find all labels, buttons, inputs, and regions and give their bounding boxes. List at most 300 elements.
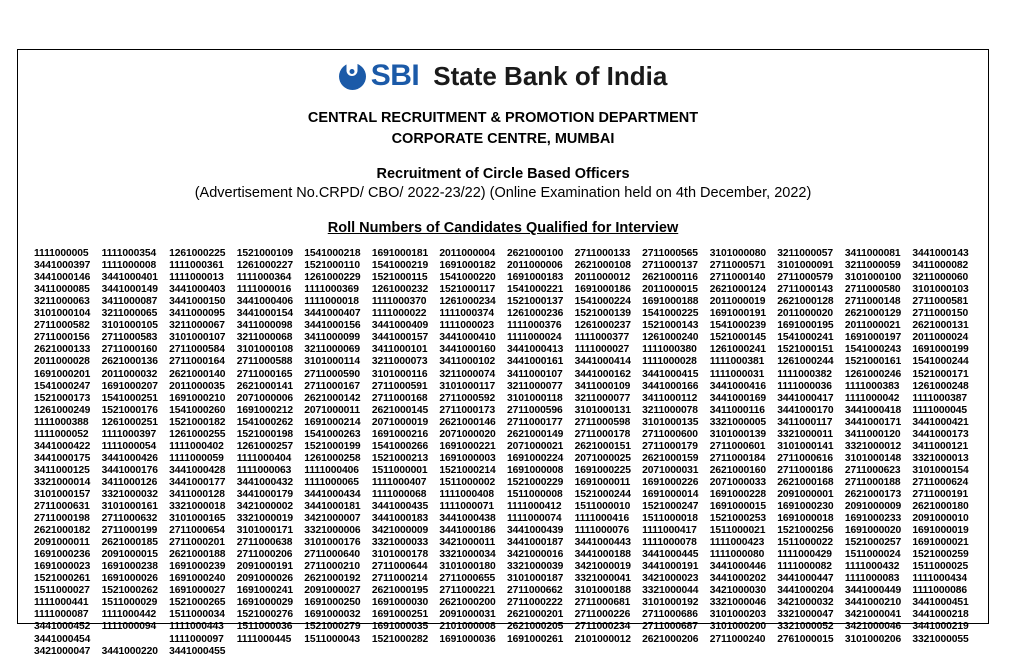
roll-number: 2621000180 — [912, 501, 969, 513]
roll-number: 3211000077 — [506, 380, 563, 392]
roll-number: 3441000218 — [912, 609, 969, 621]
recruitment-title: Recruitment of Circle Based Officers — [376, 166, 630, 183]
roll-number: 1111000027 — [574, 344, 630, 356]
roll-number: 1521000171 — [912, 368, 969, 380]
roll-number: 3411000099 — [304, 332, 360, 344]
roll-number: 2711000640 — [304, 549, 360, 561]
roll-number: 1691000210 — [169, 392, 226, 404]
department-block — [18, 108, 988, 150]
roll-number: 2711000240 — [709, 633, 766, 645]
roll-number: 1111000397 — [101, 428, 157, 440]
roll-number: 1111000086 — [912, 585, 967, 597]
roll-number: 1111000381 — [709, 356, 765, 368]
roll-number: 2621000145 — [371, 404, 429, 416]
roll-number: 1111000432 — [844, 561, 900, 573]
roll-number: 2621000128 — [777, 296, 834, 308]
roll-number: 2011000035 — [169, 380, 225, 392]
roll-number: 1541000220 — [439, 272, 496, 284]
roll-number: 2091000027 — [304, 585, 361, 597]
roll-number: 1691000251 — [371, 609, 429, 621]
roll-number: 2071000011 — [304, 404, 360, 416]
roll-number: 3101000116 — [371, 368, 428, 380]
roll-number: 3441000416 — [709, 380, 766, 392]
roll-number: 2711000686 — [642, 609, 698, 621]
roll-number: 1511000036 — [236, 621, 293, 633]
roll-number: 3321000006 — [304, 525, 361, 537]
roll-number: 3441000410 — [439, 332, 496, 344]
roll-number: 1521000229 — [506, 476, 564, 488]
roll-number: 1691000029 — [236, 597, 293, 609]
roll-number: 3321000014 — [34, 476, 91, 488]
roll-number: 1111000429 — [777, 549, 832, 561]
roll-number: 2621000205 — [506, 621, 564, 633]
roll-number: 1111000022 — [371, 308, 427, 320]
roll-number: 3411000081 — [844, 248, 901, 260]
roll-number: 1541000221 — [506, 284, 564, 296]
roll-number: 2711000156 — [34, 332, 90, 344]
roll-number: 3421000041 — [844, 609, 902, 621]
roll-number: 3441000439 — [506, 525, 564, 537]
roll-number: 1691000228 — [709, 488, 766, 500]
roll-number: 2711000592 — [439, 392, 496, 404]
roll-number: 3441000220 — [101, 645, 158, 657]
roll-number: 1691000240 — [169, 573, 226, 585]
roll-number: 3441000191 — [642, 561, 699, 573]
roll-number: 3321000039 — [506, 561, 564, 573]
roll-number: 1111000388 — [34, 416, 89, 428]
roll-number: 3101000148 — [844, 452, 902, 464]
roll-number: 1261000251 — [101, 416, 158, 428]
roll-number: 3421000047 — [34, 645, 91, 657]
roll-number: 1691000250 — [304, 597, 361, 609]
roll-number: 2621000206 — [642, 633, 699, 645]
roll-number: 2711000623 — [844, 464, 901, 476]
roll-number: 3441000160 — [439, 344, 496, 356]
roll-number: 2761000015 — [777, 633, 834, 645]
roll-number: 1111000054 — [101, 440, 157, 452]
roll-number: 3441000177 — [169, 476, 226, 488]
roll-number: 2711000681 — [574, 597, 631, 609]
roll-number: 3321000019 — [236, 513, 293, 525]
roll-number: 1261000241 — [709, 344, 766, 356]
roll-number: 1521000259 — [912, 549, 969, 561]
roll-number: 2621000149 — [506, 428, 564, 440]
roll-number: 3411000102 — [439, 356, 496, 368]
roll-number: 1111000434 — [912, 573, 967, 585]
roll-number: 2711000206 — [236, 549, 293, 561]
roll-number: 3441000413 — [506, 344, 564, 356]
roll-number: 2621000200 — [439, 597, 496, 609]
roll-number: 1541000241 — [777, 332, 834, 344]
roll-number: 1521000117 — [439, 284, 496, 296]
roll-number: 1541000262 — [236, 416, 293, 428]
roll-number: 3211000057 — [777, 248, 833, 260]
roll-number: 2621000151 — [574, 440, 631, 452]
roll-number: 1261000237 — [574, 320, 631, 332]
roll-number: 3411000126 — [101, 476, 158, 488]
roll-number: 2711000178 — [574, 428, 631, 440]
roll-number: 2621000141 — [236, 380, 293, 392]
roll-number: 3441000157 — [371, 332, 429, 344]
roll-number: 3441000202 — [709, 573, 766, 585]
roll-number: 1521000213 — [371, 452, 429, 464]
roll-number: 3441000169 — [709, 392, 766, 404]
roll-number: 1541000263 — [304, 428, 361, 440]
roll-number: 1511000002 — [439, 476, 496, 488]
roll-number: 2711000631 — [34, 501, 90, 513]
brand-row — [18, 61, 988, 91]
roll-number: 3421000023 — [642, 573, 699, 585]
roll-number: 3441000143 — [912, 248, 969, 260]
roll-number: 1691000241 — [236, 585, 293, 597]
roll-number: 3441000438 — [439, 513, 496, 525]
roll-number: 1691000261 — [506, 633, 564, 645]
roll-number: 3441000188 — [574, 549, 631, 561]
roll-number: 2711000234 — [574, 621, 631, 633]
roll-number: 2711000583 — [101, 332, 158, 344]
roll-number: 1691000008 — [506, 464, 564, 476]
roll-number: 1261000236 — [506, 308, 564, 320]
roll-number: 1521000253 — [709, 513, 766, 525]
roll-number: 3441000166 — [642, 380, 699, 392]
roll-number: 3101000131 — [574, 404, 631, 416]
roll-number: 3441000173 — [912, 428, 969, 440]
roll-number: 3411000128 — [169, 488, 225, 500]
roll-number: 1691000197 — [844, 332, 902, 344]
roll-number: 1521000110 — [304, 260, 360, 272]
roll-number: 2011000019 — [709, 296, 766, 308]
roll-number: 1541000225 — [642, 308, 699, 320]
roll-number: 2071000019 — [371, 416, 429, 428]
roll-number: 2621000195 — [371, 585, 429, 597]
roll-number: 1511000024 — [844, 549, 901, 561]
roll-number: 1691000014 — [642, 488, 699, 500]
roll-number: 3211000063 — [34, 296, 90, 308]
roll-number: 2621000192 — [304, 573, 361, 585]
roll-number: 3441000455 — [169, 645, 226, 657]
roll-number: 3441000219 — [912, 621, 969, 633]
roll-number: 3441000170 — [777, 404, 834, 416]
roll-number: 2621000140 — [169, 368, 226, 380]
roll-number: 3421000046 — [844, 621, 902, 633]
roll-number: 1111000074 — [506, 513, 562, 525]
roll-number: 1691000226 — [642, 476, 699, 488]
roll-number: 1111000013 — [169, 272, 224, 284]
roll-number: 1511000018 — [642, 513, 698, 525]
roll-number: 1691000214 — [304, 416, 361, 428]
roll-number: 3101000180 — [439, 561, 496, 573]
roll-number: 2711000644 — [371, 561, 428, 573]
roll-number: 3101000171 — [236, 525, 293, 537]
roll-number: 1691000032 — [304, 609, 361, 621]
document-page — [17, 49, 989, 657]
roll-number: 1261000234 — [439, 296, 496, 308]
roll-number: 2711000188 — [844, 476, 901, 488]
roll-number: 2011000021 — [844, 320, 901, 332]
roll-number: 1521000276 — [236, 609, 293, 621]
roll-number: 3101000108 — [236, 344, 293, 356]
roll-number: 3421000002 — [236, 501, 293, 513]
roll-number: 1111000407 — [371, 476, 427, 488]
roll-number: 2711000186 — [777, 464, 833, 476]
roll-number: 3421000009 — [371, 525, 429, 537]
roll-number: 2071000006 — [236, 392, 293, 404]
roll-number: 3441000449 — [844, 585, 902, 597]
roll-number: 2011000012 — [574, 272, 631, 284]
roll-number: 2711000177 — [506, 416, 563, 428]
roll-number: 1261000240 — [642, 332, 699, 344]
roll-number: 3441000171 — [844, 416, 902, 428]
roll-number: 1691000018 — [777, 513, 834, 525]
roll-number: 2091000011 — [34, 537, 90, 549]
roll-number: 3441000146 — [34, 272, 91, 284]
roll-number: 2711000662 — [506, 585, 563, 597]
roll-number: 2071000020 — [439, 428, 496, 440]
roll-number: 2621000124 — [709, 284, 766, 296]
roll-number: 2711000596 — [506, 404, 563, 416]
roll-number: 3441000409 — [371, 320, 429, 332]
roll-number: 1111000376 — [506, 320, 562, 332]
roll-number: 3101000103 — [912, 284, 969, 296]
roll-number: 1111000417 — [642, 525, 697, 537]
roll-number: 2711000600 — [642, 428, 698, 440]
roll-number: 3321000005 — [709, 416, 766, 428]
roll-number: 2101000008 — [439, 621, 496, 633]
roll-number: 2711000191 — [912, 488, 969, 500]
roll-number: 3321000032 — [101, 488, 158, 500]
roll-number: 2711000654 — [169, 525, 225, 537]
sbi-logo-text: SBI — [370, 59, 420, 92]
roll-number: 3441000407 — [304, 308, 361, 320]
roll-number: 1261000244 — [777, 356, 834, 368]
roll-number: 3441000418 — [844, 404, 902, 416]
roll-number: 2711000616 — [777, 452, 833, 464]
sbi-keyhole-icon — [339, 63, 366, 90]
roll-number: 1111000076 — [574, 525, 630, 537]
roll-number: 3321000047 — [777, 609, 834, 621]
roll-number: 1111000024 — [506, 332, 562, 344]
roll-number: 3441000452 — [34, 621, 91, 633]
roll-number: 1521000109 — [236, 248, 293, 260]
roll-number: 3411000087 — [101, 296, 158, 308]
sbi-logo — [339, 61, 420, 91]
roll-number: 1111000412 — [506, 501, 562, 513]
roll-number: 1111000354 — [101, 248, 157, 260]
roll-number: 2711000598 — [574, 416, 631, 428]
roll-number: 1541000247 — [34, 380, 91, 392]
roll-number: 2011000024 — [912, 332, 969, 344]
roll-number: 1111000380 — [642, 344, 697, 356]
roll-number: 1691000224 — [506, 452, 564, 464]
roll-number: 1541000244 — [912, 356, 969, 368]
roll-number: 1691000236 — [34, 549, 91, 561]
roll-number: 3101000141 — [777, 440, 834, 452]
roll-number: 1111000005 — [34, 248, 89, 260]
roll-number: 2711000198 — [34, 513, 90, 525]
roll-number — [102, 634, 168, 646]
roll-number: 2011000004 — [439, 248, 496, 260]
roll-number: 1521000137 — [506, 296, 564, 308]
roll-number: 3211000069 — [304, 344, 360, 356]
roll-number: 3101000117 — [439, 380, 496, 392]
roll-number: 1521000139 — [574, 308, 631, 320]
roll-number: 1521000145 — [709, 332, 766, 344]
roll-number: 1111000097 — [169, 633, 224, 645]
roll-number: 1111000370 — [371, 296, 427, 308]
roll-number: 1521000214 — [439, 464, 496, 476]
roll-number: 3441000451 — [912, 597, 969, 609]
roll-number: 1691000195 — [777, 320, 834, 332]
roll-number: 3421000032 — [777, 597, 834, 609]
roll-number: 2621000160 — [709, 464, 766, 476]
roll-number: 2711000137 — [642, 260, 698, 272]
roll-number: 1691000207 — [101, 380, 158, 392]
roll-number: 1111000065 — [304, 476, 359, 488]
roll-number: 1261000229 — [304, 272, 361, 284]
roll-number: 1521000247 — [642, 501, 699, 513]
roll-number: 2071000021 — [506, 440, 564, 452]
roll-number: 2621000108 — [574, 260, 631, 272]
roll-number: 1511000027 — [34, 585, 90, 597]
roll-number: 3321000013 — [912, 452, 969, 464]
roll-number: 3421000007 — [304, 513, 361, 525]
roll-number: 2711000150 — [912, 308, 969, 320]
roll-number: 3411000125 — [34, 464, 90, 476]
roll-number: 2711000140 — [709, 272, 766, 284]
roll-number: 3411000120 — [844, 428, 901, 440]
roll-number: 1521000265 — [169, 597, 226, 609]
roll-number: 3101000091 — [777, 260, 834, 272]
roll-number: 1111000028 — [642, 356, 697, 368]
roll-number: 2711000601 — [709, 440, 766, 452]
roll-number: 1691000233 — [844, 513, 902, 525]
roll-number: 3101000161 — [101, 501, 158, 513]
roll-number: 3441000443 — [574, 537, 631, 549]
roll-number: 1111000080 — [709, 549, 765, 561]
roll-number: 3101000176 — [304, 537, 361, 549]
roll-number: 3441000186 — [439, 525, 496, 537]
roll-number: 3101000192 — [642, 597, 699, 609]
roll-number: 1111000023 — [439, 320, 494, 332]
roll-number: 3411000121 — [912, 440, 969, 452]
roll-number: 3441000422 — [34, 440, 91, 452]
roll-number: 1691000027 — [169, 585, 226, 597]
section-heading: Roll Numbers of Candidates Qualified for Interview — [327, 220, 679, 237]
roll-number: 2711000638 — [236, 537, 293, 549]
roll-number: 1691000188 — [642, 296, 699, 308]
roll-number: 1691000011 — [574, 476, 631, 488]
roll-number: 3101000107 — [169, 332, 226, 344]
roll-number: 1511000043 — [304, 633, 360, 645]
roll-number: 2711000214 — [371, 573, 428, 585]
roll-number: 1521000262 — [101, 585, 158, 597]
roll-number: 3321000012 — [844, 440, 902, 452]
roll-number: 1261000246 — [844, 368, 902, 380]
roll-number: 2621000136 — [101, 356, 158, 368]
roll-number: 1111000087 — [34, 609, 89, 621]
roll-number: 1511000025 — [912, 561, 969, 573]
roll-number: 3101000080 — [709, 248, 766, 260]
roll-number: 3411000112 — [642, 392, 698, 404]
roll-number: 1511000008 — [506, 488, 563, 500]
roll-number: 3441000154 — [236, 308, 293, 320]
roll-number: 1261000258 — [304, 452, 361, 464]
roll-number: 1691000020 — [844, 525, 902, 537]
roll-number: 1111000059 — [169, 452, 224, 464]
roll-number: 1111000406 — [304, 464, 359, 476]
roll-number: 3321000052 — [777, 621, 834, 633]
roll-number: 2621000146 — [439, 416, 496, 428]
roll-number: 2711000591 — [371, 380, 428, 392]
roll-number: 2621000159 — [642, 452, 699, 464]
roll-number: 2071000033 — [709, 476, 766, 488]
roll-number: 1691000003 — [439, 452, 496, 464]
roll-number: 3211000074 — [439, 368, 496, 380]
roll-number: 1511000022 — [777, 537, 833, 549]
roll-number: 3441000415 — [642, 368, 699, 380]
roll-number: 1111000443 — [169, 621, 224, 633]
roll-number: 3441000183 — [371, 513, 429, 525]
roll-number: 3101000200 — [709, 621, 766, 633]
roll-number: 1261000257 — [236, 440, 293, 452]
roll-number: 2711000201 — [169, 537, 225, 549]
roll-number: 2711000164 — [169, 356, 225, 368]
roll-number: 2711000571 — [709, 260, 766, 272]
roll-number: 1691000182 — [439, 260, 496, 272]
roll-number: 2091000191 — [236, 561, 293, 573]
roll-number: 3321000041 — [574, 573, 631, 585]
roll-number: 1111000441 — [34, 597, 89, 609]
roll-number: 2621000129 — [844, 308, 902, 320]
department-line-2: CORPORATE CENTRE, MUMBAI — [391, 131, 615, 148]
roll-number: 1691000026 — [101, 573, 158, 585]
roll-number: 2621000168 — [777, 476, 834, 488]
roll-number: 3101000118 — [506, 392, 563, 404]
roll-number: 1521000182 — [169, 416, 226, 428]
roll-number: 3101000165 — [169, 513, 226, 525]
roll-number: 3441000421 — [912, 416, 969, 428]
roll-number: 2621000142 — [304, 392, 361, 404]
roll-number: 3411000082 — [912, 260, 969, 272]
roll-number: 3441000210 — [844, 597, 902, 609]
roll-number: 3411000095 — [169, 308, 225, 320]
roll-number: 1111000445 — [236, 633, 292, 645]
roll-number: 1111000063 — [236, 464, 292, 476]
roll-number: 3321000033 — [371, 537, 429, 549]
roll-number: 1691000023 — [34, 561, 91, 573]
roll-number: 1691000021 — [912, 537, 969, 549]
roll-number: 2711000687 — [642, 621, 698, 633]
roll-number: 2011000006 — [506, 260, 563, 272]
roll-number: 1511000034 — [169, 609, 225, 621]
roll-number: 2091000026 — [236, 573, 293, 585]
roll-number: 1111000364 — [236, 272, 292, 284]
roll-number: 3101000203 — [709, 609, 766, 621]
roll-number: 3441000162 — [574, 368, 631, 380]
roll-number: 1521000279 — [304, 621, 361, 633]
roll-number: 1541000243 — [844, 344, 902, 356]
roll-number: 1111000416 — [574, 513, 630, 525]
roll-number: 2711000222 — [506, 597, 563, 609]
roll-number: 1111000068 — [371, 488, 427, 500]
roll-number: 1111000442 — [101, 609, 157, 621]
advertisement-line: (Advertisement No.CRPD/ CBO/ 2022-23/22) (Online Examination held on 4th December, 2022) — [194, 185, 812, 202]
roll-number: 1521000115 — [371, 272, 428, 284]
roll-number: 3441000204 — [777, 585, 834, 597]
roll-number: 3441000397 — [34, 260, 91, 272]
roll-number: 3101000154 — [912, 464, 969, 476]
roll-number: 2711000580 — [844, 284, 901, 296]
